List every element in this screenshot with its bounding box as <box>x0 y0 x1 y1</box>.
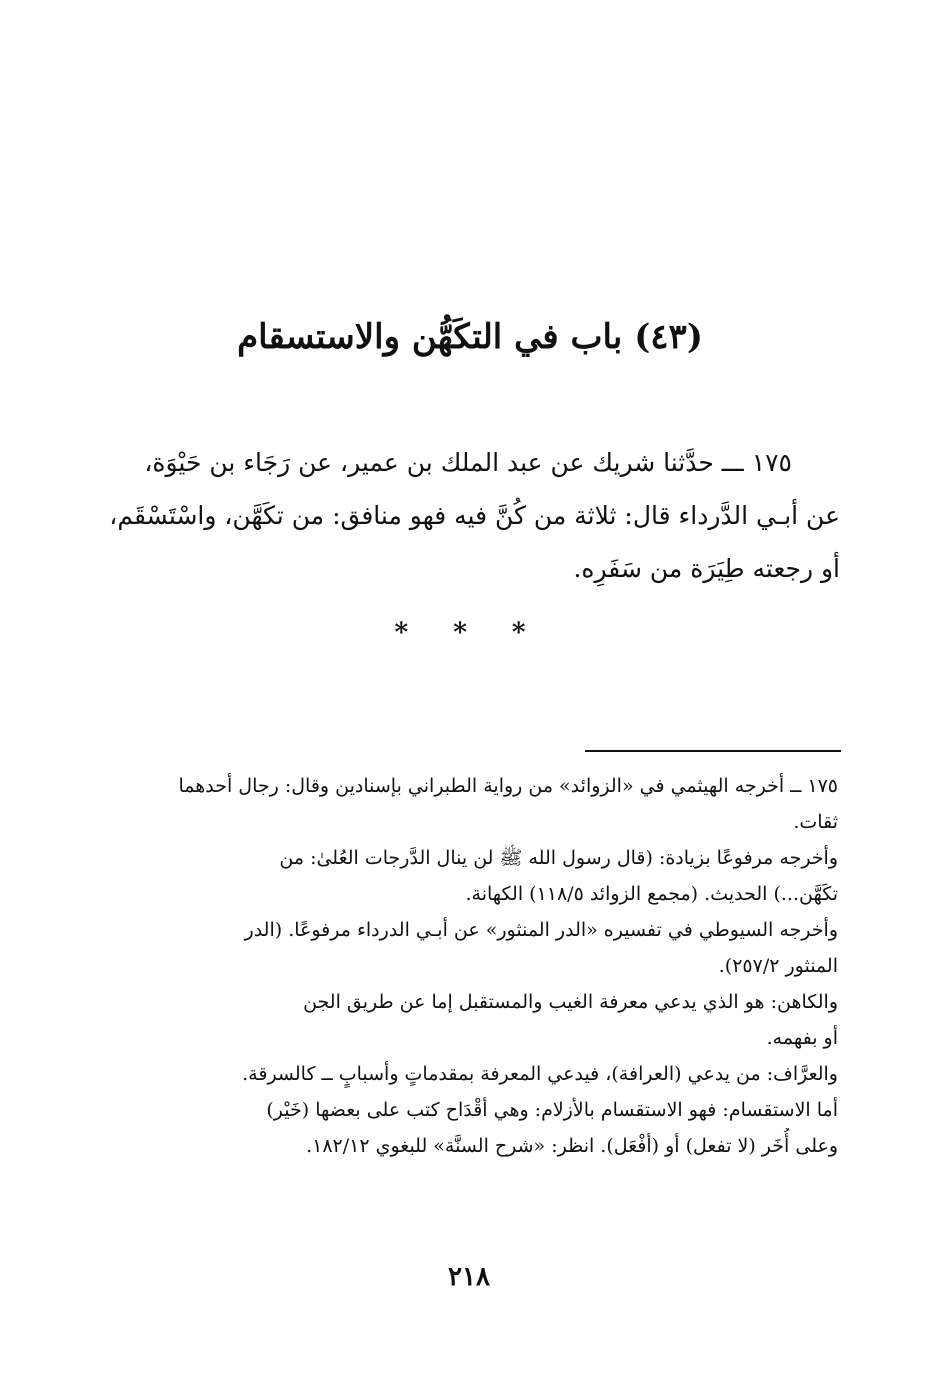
footnote-separator <box>585 750 841 752</box>
footnote-line: المنثور ٢٥٧/٢). <box>718 955 838 977</box>
footnote-line: وأخرجه مرفوعًا بزيادة: (قال رسول الله ﷺ لن ينال الدَّرجات العُلىٰ: من <box>279 847 838 869</box>
footnote-line: وأخرجه السيوطي في تفسيره «الدر المنثور» عن أبـي الدرداء مرفوعًا. (الدر <box>244 919 838 941</box>
page-number: ٢١٨ <box>448 1262 490 1292</box>
footnote-line: والعرَّاف: من يدعي (العرافة)، فيدعي المعرفة بمقدماتٍ وأسبابٍ ــ كالسرقة. <box>242 1063 838 1085</box>
footnote-line: ١٧٥ ــ أخرجه الهيثمي في «الزوائد» من رواية الطبراني بإسنادين وقال: رجال أحدهما <box>178 775 838 797</box>
footnote-line: ثقات. <box>793 811 838 833</box>
chapter-title: (٤٣) باب في التكَهُّن والاستسقام <box>237 317 703 357</box>
footnote-line: تكَهَّن...) الحديث. (مجمع الزوائد ١١٨/٥) الكهانة. <box>465 883 838 905</box>
hadith-line: عن أبـي الدَّرداء قال: ثلاثة من كُنَّ فيه فهو منافق: من تكَهَّن، واسْتَسْقَم، <box>109 501 840 530</box>
hadith-line: ١٧٥ ـــ حدَّثنا شريك عن عبد الملك بن عمير، عن رَجَاء بن حَيْوَة، <box>144 448 792 477</box>
footnote-line: أو بفهمه. <box>766 1027 838 1049</box>
section-divider: * * * <box>394 618 544 648</box>
hadith-text <box>100 436 840 595</box>
footnote-line: والكاهن: هو الذي يدعي معرفة الغيب والمستقبل إما عن طريق الجن <box>303 991 838 1013</box>
footnotes <box>108 768 838 1164</box>
hadith-line: أو رجعته طِيَرَة من سَفَرِه. <box>573 554 840 583</box>
footnote-line: وعلى أُخَر (لا تفعل) أو (أفْعَل). انظر: «شرح السنَّة» للبغوي ١٨٢/١٢. <box>306 1135 838 1157</box>
footnote-line: أما الاستقسام: فهو الاستقسام بالأزلام: وهي أقْدَاح كتب على بعضها (خَيْر) <box>266 1099 838 1121</box>
